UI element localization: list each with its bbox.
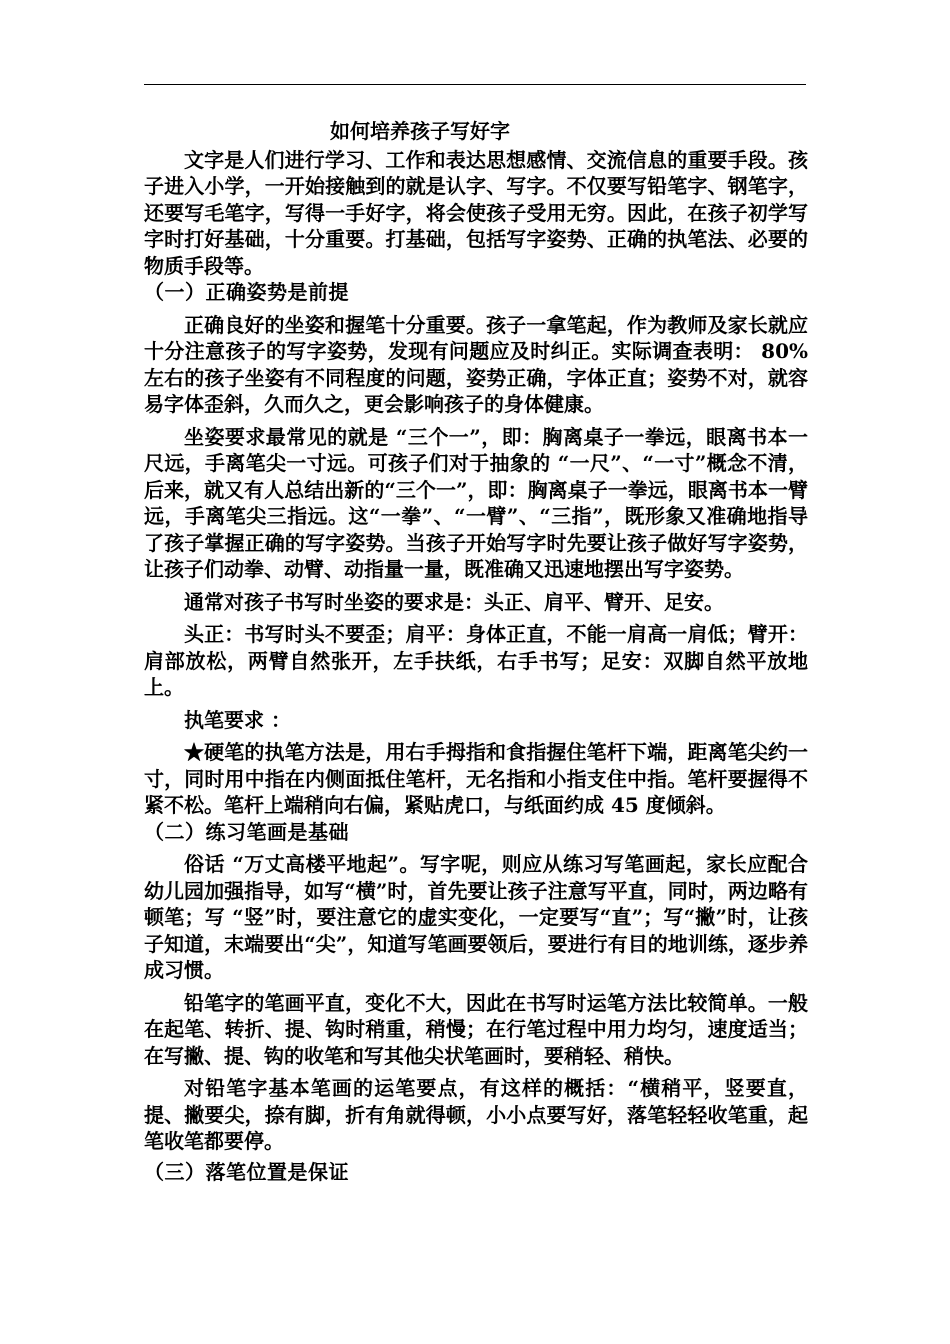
paragraph-stroke-summary: 对铅笔字基本笔画的运笔要点，有这样的概括：“横稍平，竖要直，提、撇要尖，捺有脚，折有角就得顿，小小点要写好，落笔轻轻收笔重，起笔收笔都要停。 — [144, 1076, 808, 1153]
paragraph-three-ones: 坐姿要求最常见的就是 “三个一”，即：胸离桌子一拳远，眼离书本一尺远，手离笔尖一寸远。可孩子们对于抽象的 “一尺”、“一寸”概念不清，后来，就又有人总结出新的“三个一”，即：胸离桌子一拳远，眼离书本一臂远，手离笔尖三指远。这“一拳”、“一臂”、“三指”，既形象又准确地指导了孩子掌握正确的写字姿势。当孩子开始写字时先要让孩子做好写字姿势，让孩子们动拳、动臂、动指量一量，既准确又迅速地摆出写字姿势。 — [144, 424, 808, 581]
section-heading-2: （二）练习笔画是基础 — [144, 819, 349, 844]
document-body — [144, 118, 808, 1185]
paragraph-posture-importance: 正确良好的坐姿和握笔十分重要。孩子一拿笔起，作为教师及家长就应十分注意孩子的写字姿势，发现有问题应及时纠正。实际调查表明： 80%左右的孩子坐姿有不同程度的问题，姿势正确，字体正直；姿势不对，就容易字体歪斜，久而久之，更会影响孩子的身体健康。 — [144, 312, 808, 416]
paragraph-grip-heading: 执笔要求 ： — [184, 707, 291, 732]
header-rule — [144, 84, 806, 85]
section-heading-1: （一）正确姿势是前提 — [144, 280, 349, 304]
paragraph-stroke-practice: 俗话 “万丈高楼平地起”。写字呢，则应从练习写笔画起，家长应配合幼儿园加强指导，如写“横”时，首先要让孩子注意写平直，同时，两边略有顿笔；写 “竖”时，要注意它的虚实变化，一定要写“直”；写“撇”时，让孩子知道，末端要出“尖”，知道写笔画要领后，要进行有目的地训练，逐步养成习惯。 — [144, 852, 808, 982]
paragraph-sitting-requirements: 通常对孩子书写时坐姿的要求是：头正、肩平、臂开、足安。 — [184, 589, 724, 614]
paragraph-pencil-strokes: 铅笔字的笔画平直，变化不大，因此在书写时运笔方法比较简单。一般在起笔、转折、提、钩时稍重，稍慢；在行笔过程中用力均匀，速度适当；在写撇、提、钩的收笔和写其他尖状笔画时，要稍轻、稍快。 — [144, 990, 808, 1068]
section-heading-3: （三）落笔位置是保证 — [144, 1159, 349, 1184]
document-title: 如何培养孩子写好字 — [330, 119, 510, 143]
paragraph-hard-pen-grip: ★硬笔的执笔方法是，用右手拇指和食指握住笔杆下端，距离笔尖约一寸，同时用中指在内侧面抵住笔杆，无名指和小指支住中指。笔杆要握得不紧不松。笔杆上端稍向右偏，紧贴虎口，与纸面约成 45 度倾斜。 — [144, 740, 808, 817]
paragraph-intro: 文字是人们进行学习、工作和表达思想感情、交流信息的重要手段。孩子进入小学，一开始接触到的就是认字、写字。不仅要写铅笔字、钢笔字，还要写毛笔字，写得一手好字，将会使孩子受用无穷。因此，在孩子初学写字时打好基础，十分重要。打基础，包括写字姿势、正确的执笔法、必要的物质手段等。 — [144, 147, 808, 278]
paragraph-posture-details: 头正：书写时头不要歪；肩平：身体正直，不能一肩高一肩低；臂开：肩部放松，两臂自然张开，左手扶纸，右手书写；足安：双脚自然平放地上。 — [144, 622, 808, 699]
